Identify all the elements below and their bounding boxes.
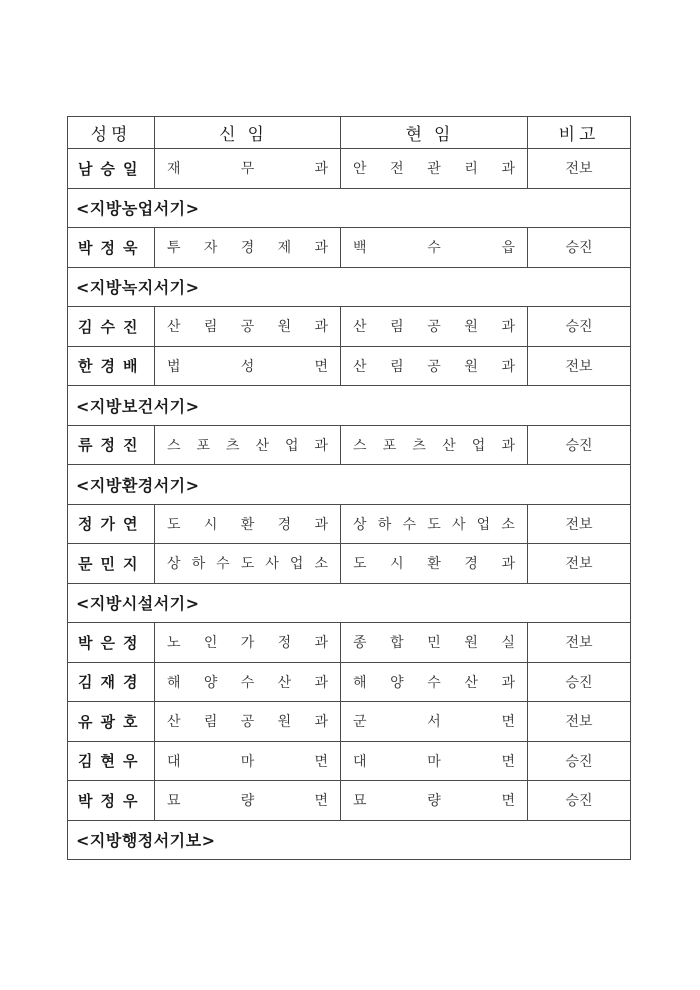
table-row [68,228,631,268]
table-row [68,149,631,189]
new-post-text: 대 마 면 [167,753,328,770]
current-post-text: 대 마 면 [353,753,515,770]
current-post [341,781,528,821]
new-post-text: 산 림 공 원 과 [167,714,328,731]
note: 전보 [528,702,631,742]
new-post [155,702,341,742]
header-note: 비고 [528,117,631,149]
new-post-text: 투 자 경 제 과 [167,240,328,257]
header-new-post [155,117,341,149]
table-row [68,623,631,663]
new-post [155,307,341,347]
new-post [155,504,341,544]
table-row [68,702,631,742]
person-name: 김수진 [68,307,155,347]
new-post-text: 법 성 면 [167,358,328,375]
new-post-text: 도 시 환 경 과 [167,516,328,533]
note: 전보 [528,149,631,189]
note: 승진 [528,781,631,821]
new-post [155,425,341,465]
table-row [68,307,631,347]
current-post-text: 묘 량 면 [353,793,515,810]
section-label: <지방농업서기> [68,188,631,228]
current-post-text: 종 합 민 원 실 [353,635,515,652]
table-body [68,149,631,860]
new-post [155,149,341,189]
person-name: 한경배 [68,346,155,386]
new-post [155,346,341,386]
new-post-text: 재 무 과 [167,161,328,178]
table-row [68,741,631,781]
current-post [341,623,528,663]
current-post-text: 산 림 공 원 과 [353,319,515,336]
person-name: 문민지 [68,544,155,584]
new-post [155,228,341,268]
current-post [341,149,528,189]
new-post [155,544,341,584]
current-post [341,346,528,386]
current-post [341,544,528,584]
section-row [68,465,631,505]
header-new-post-label: 신임 [219,125,276,145]
new-post-text: 상 하 수 도 사 업 소 [167,556,328,573]
section-label: <지방환경서기> [68,465,631,505]
section-row [68,386,631,426]
new-post [155,623,341,663]
current-post-text: 해 양 수 산 과 [353,674,515,691]
section-label: <지방시설서기> [68,583,631,623]
new-post [155,781,341,821]
current-post-text: 백 수 읍 [353,240,515,257]
person-name: 박정우 [68,781,155,821]
current-post [341,307,528,347]
note: 전보 [528,544,631,584]
note: 전보 [528,623,631,663]
new-post-text: 해 양 수 산 과 [167,674,328,691]
new-post-text: 산 림 공 원 과 [167,319,328,336]
current-post-text: 스 포 츠 산 업 과 [353,437,515,454]
person-name: 박은정 [68,623,155,663]
new-post-text: 스 포 츠 산 업 과 [167,437,328,454]
table-row [68,781,631,821]
section-row [68,820,631,860]
note: 전보 [528,504,631,544]
person-name: 유광호 [68,702,155,742]
table-row [68,544,631,584]
current-post-text: 산 림 공 원 과 [353,358,515,375]
new-post [155,741,341,781]
note: 전보 [528,346,631,386]
table-row [68,662,631,702]
current-post-text: 상 하 수 도 사 업 소 [353,516,515,533]
table-row [68,346,631,386]
section-label: <지방보건서기> [68,386,631,426]
personnel-table [67,116,631,860]
current-post-text: 안 전 관 리 과 [353,161,515,178]
table-header-row [68,117,631,149]
person-name: 정가연 [68,504,155,544]
section-row [68,188,631,228]
new-post-text: 노 인 가 정 과 [167,635,328,652]
section-row [68,583,631,623]
table-row [68,425,631,465]
header-current-post-label: 현임 [405,125,463,145]
person-name: 김현우 [68,741,155,781]
current-post [341,662,528,702]
note: 승진 [528,307,631,347]
person-name: 김재경 [68,662,155,702]
current-post-text: 도 시 환 경 과 [353,556,515,573]
current-post [341,702,528,742]
person-name: 박정욱 [68,228,155,268]
section-label: <지방행정서기보> [68,820,631,860]
current-post [341,504,528,544]
person-name: 류정진 [68,425,155,465]
header-current-post [341,117,528,149]
note: 승진 [528,741,631,781]
header-name: 성명 [68,117,155,149]
current-post [341,741,528,781]
table-row [68,504,631,544]
current-post-text: 군 서 면 [353,714,515,731]
section-row [68,267,631,307]
new-post-text: 묘 량 면 [167,793,328,810]
person-name: 남승일 [68,149,155,189]
section-label: <지방녹지서기> [68,267,631,307]
current-post [341,425,528,465]
current-post [341,228,528,268]
new-post [155,662,341,702]
note: 승진 [528,425,631,465]
note: 승진 [528,228,631,268]
note: 승진 [528,662,631,702]
